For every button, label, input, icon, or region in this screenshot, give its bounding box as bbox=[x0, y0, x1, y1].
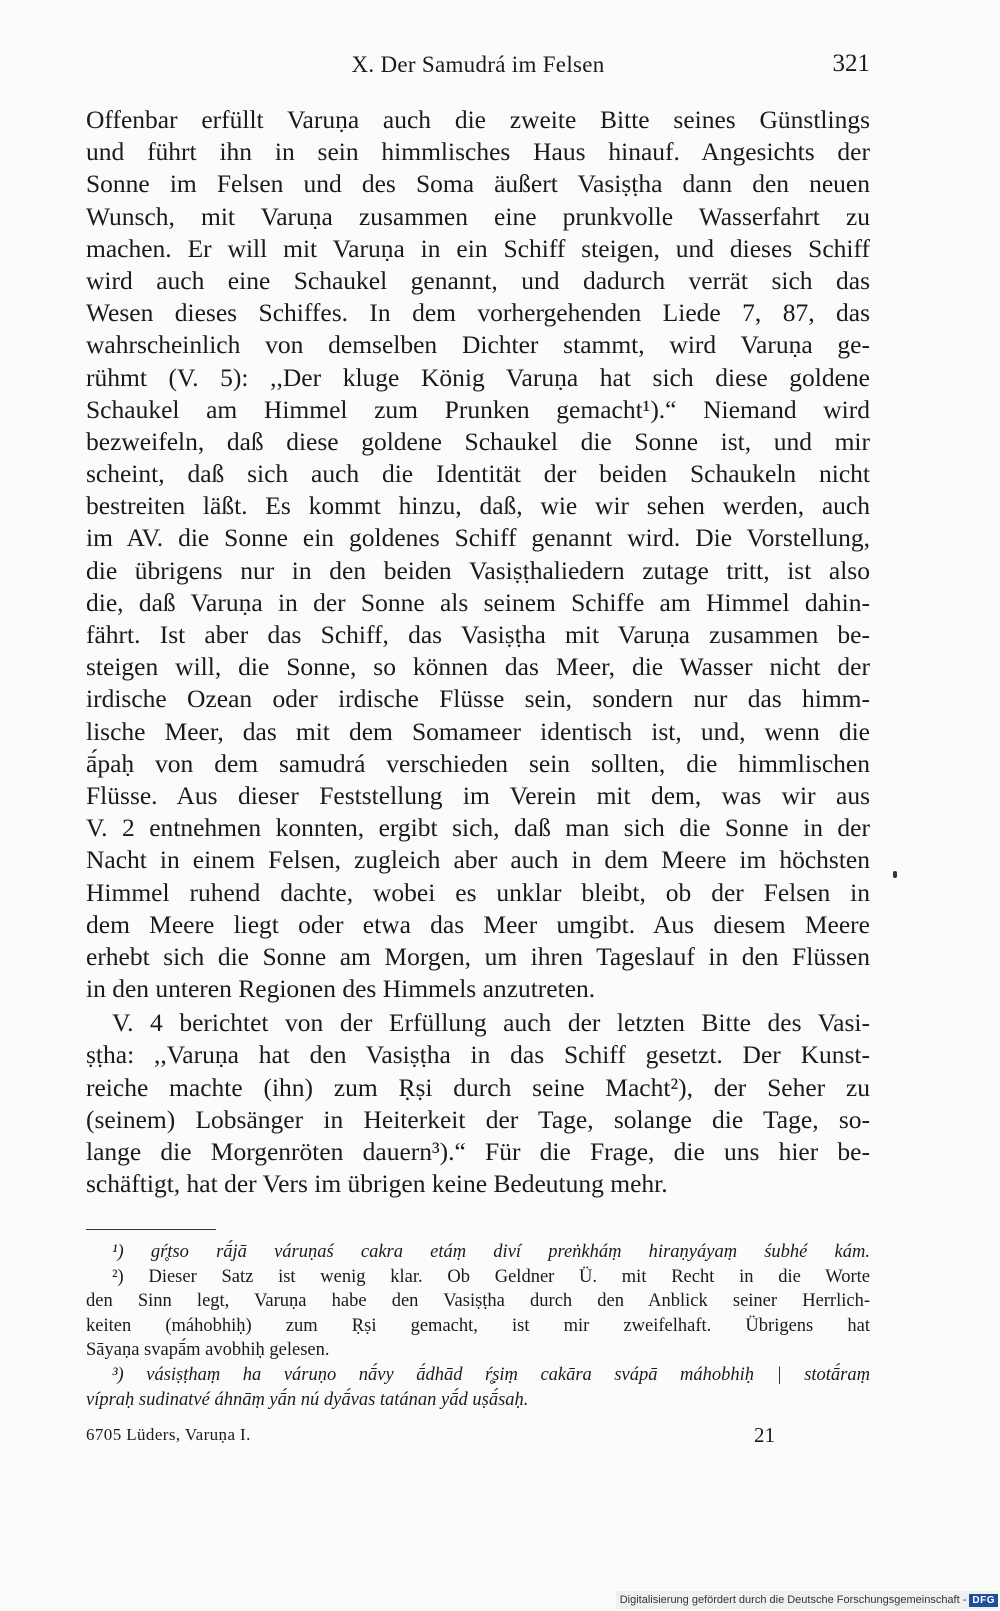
text-line: Himmel ruhend dachte, wobei es unklar bleibt, ob der Felsen in bbox=[86, 877, 870, 907]
text-line: ṣṭha: ,,Varuṇa hat den Vasiṣṭha in das Schiff gesetzt. Der Kunst- bbox=[86, 1040, 870, 1070]
page-number: 321 bbox=[832, 50, 870, 77]
text-line: V. 2 entnehmen konnten, ergibt sich, daß man sich die Sonne in der bbox=[86, 813, 870, 843]
text-line: lische Meer, das mit dem Somameer identisch ist, und, wenn die bbox=[86, 716, 870, 746]
text-line: Offenbar erfüllt Varuṇa auch die zweite Bitte seines Günstlings bbox=[86, 105, 870, 134]
text-line: wahrscheinlich von demselben Dichter stammt, wird Varuṇa ge- bbox=[86, 330, 870, 360]
footnote-2-line: ²) Dieser Satz ist wenig klar. Ob Geldner Ü. mit Recht in die Worte bbox=[112, 1266, 870, 1287]
text-line: (seinem) Lobsänger in Heiterkeit der Tage, solange die Tage, so- bbox=[86, 1104, 870, 1134]
footnote-1: ¹) gŕ̥tso rā́jā váruṇaś cakra etáṃ diví preṅkháṃ hiraṇyáyaṃ śubhé kám. bbox=[112, 1242, 870, 1262]
footnotes bbox=[86, 1240, 870, 1412]
text-line: V. 4 berichtet von der Erfüllung auch der letzten Bitte des Vasi- bbox=[112, 1008, 870, 1038]
signature-label: 6705 Lüders, Varuṇa I. bbox=[86, 1425, 251, 1444]
text-line: Schaukel am Himmel zum Prunken gemacht¹).“ Niemand wird bbox=[86, 394, 870, 424]
text-line: die, daß Varuṇa in der Sonne als seinem Schiffe am Himmel dahin- bbox=[86, 587, 870, 617]
text-line: ā́paḥ von dem samudrá verschieden sein sollten, die himmlischen bbox=[86, 748, 870, 778]
printer-signature bbox=[86, 1425, 870, 1455]
text-line: steigen will, die Sonne, so können das Meer, die Wasser nicht der bbox=[86, 652, 870, 682]
text-line: machen. Er will mit Varuṇa in ein Schiff steigen, und dieses Schiff bbox=[86, 233, 870, 263]
text-line: Wunsch, mit Varuṇa zusammen eine prunkvolle Wasserfahrt zu bbox=[86, 201, 870, 231]
dfg-logo: DFG bbox=[969, 1594, 998, 1607]
signature-number: 21 bbox=[754, 1423, 775, 1447]
text-line: schäftigt, hat der Vers im übrigen keine Bedeutung mehr. bbox=[86, 1169, 668, 1199]
text-line: Wesen dieses Schiffes. In dem vorhergehenden Liede 7, 87, das bbox=[86, 298, 870, 328]
text-line: Flüsse. Aus dieser Feststellung im Verein mit dem, was wir aus bbox=[86, 780, 870, 810]
footnote-2-line: den Sinn legt, Varuṇa habe den Vasiṣṭha durch den Anblick seiner Herrlich- bbox=[86, 1291, 870, 1312]
text-line: dem Meere liegt oder etwa das Meer umgibt. Aus diesem Meere bbox=[86, 909, 870, 939]
text-line: wird auch eine Schaukel genannt, und dadurch verrät sich das bbox=[86, 265, 870, 295]
text-line: reiche machte (ihn) zum Ṛṣi durch seine Macht²), der Seher zu bbox=[86, 1072, 870, 1102]
digitization-notice bbox=[616, 1591, 998, 1609]
running-header bbox=[86, 52, 870, 88]
digitization-text: Digitalisierung gefördert durch die Deutsche Forschungsgemeinschaft - bbox=[619, 1594, 967, 1606]
text-line: scheint, daß sich auch die Identität der beiden Schaukeln nicht bbox=[86, 459, 870, 489]
footnote-2-line: Sāyaṇa svapā́m avobhiḥ gelesen. bbox=[86, 1340, 330, 1361]
main-text bbox=[86, 104, 870, 1200]
footnote-2-line: keiten (máhobhiḥ) zum Ṛṣi gemacht, ist mir zweifelhaft. Übrigens hat bbox=[86, 1315, 870, 1336]
text-line: bezweifeln, daß diese goldene Schaukel die Sonne ist, und mir bbox=[86, 426, 870, 456]
text-line: in den unteren Regionen des Himmels anzutreten. bbox=[86, 974, 596, 1004]
text-line: Nacht in einem Felsen, zugleich aber auch in dem Meere im höchsten bbox=[86, 845, 870, 875]
text-line: Sonne im Felsen und des Soma äußert Vasiṣṭha dann den neuen bbox=[86, 169, 870, 199]
text-line: die übrigens nur in den beiden Vasiṣṭhaliedern zutage tritt, ist also bbox=[86, 555, 870, 585]
text-line: irdische Ozean oder irdische Flüsse sein, sondern nur das himm- bbox=[86, 684, 870, 714]
text-line: fährt. Ist aber das Schiff, das Vasiṣṭha mit Varuṇa zusammen be- bbox=[86, 620, 870, 649]
text-line: lange die Morgenröten dauern³).“ Für die Frage, die uns hier be- bbox=[86, 1137, 870, 1166]
text-line: bestreiten läßt. Es kommt hinzu, daß, wie wir sehen werden, auch bbox=[86, 491, 870, 521]
footnote-3-line: vípraḥ sudinatvé áhnāṃ yā́n nú dyā́vas tatánan yā́d uṣā́saḥ. bbox=[86, 1389, 529, 1410]
text-line: erhebt sich die Sonne am Morgen, um ihren Tageslauf in den Flüssen bbox=[86, 941, 870, 971]
text-line: und führt ihn in sein himmlisches Haus hinauf. Angesichts der bbox=[86, 137, 870, 167]
footnote-rule bbox=[86, 1229, 216, 1230]
footnote-3-line: ³) vásiṣṭhaṃ ha váruṇo nā́vy ā́dhād ŕ̥ṣiṃ cakāra svápā máhobhiḥ | stotā́raṃ bbox=[112, 1364, 870, 1385]
text-line: rühmt (V. 5): ,,Der kluge König Varuṇa hat sich diese goldene bbox=[86, 362, 870, 392]
text-line: im AV. die Sonne ein goldenes Schiff genannt wird. Die Vorstellung, bbox=[86, 523, 870, 553]
margin-mark bbox=[893, 871, 897, 878]
running-title: X. Der Samudrá im Felsen bbox=[351, 52, 605, 77]
